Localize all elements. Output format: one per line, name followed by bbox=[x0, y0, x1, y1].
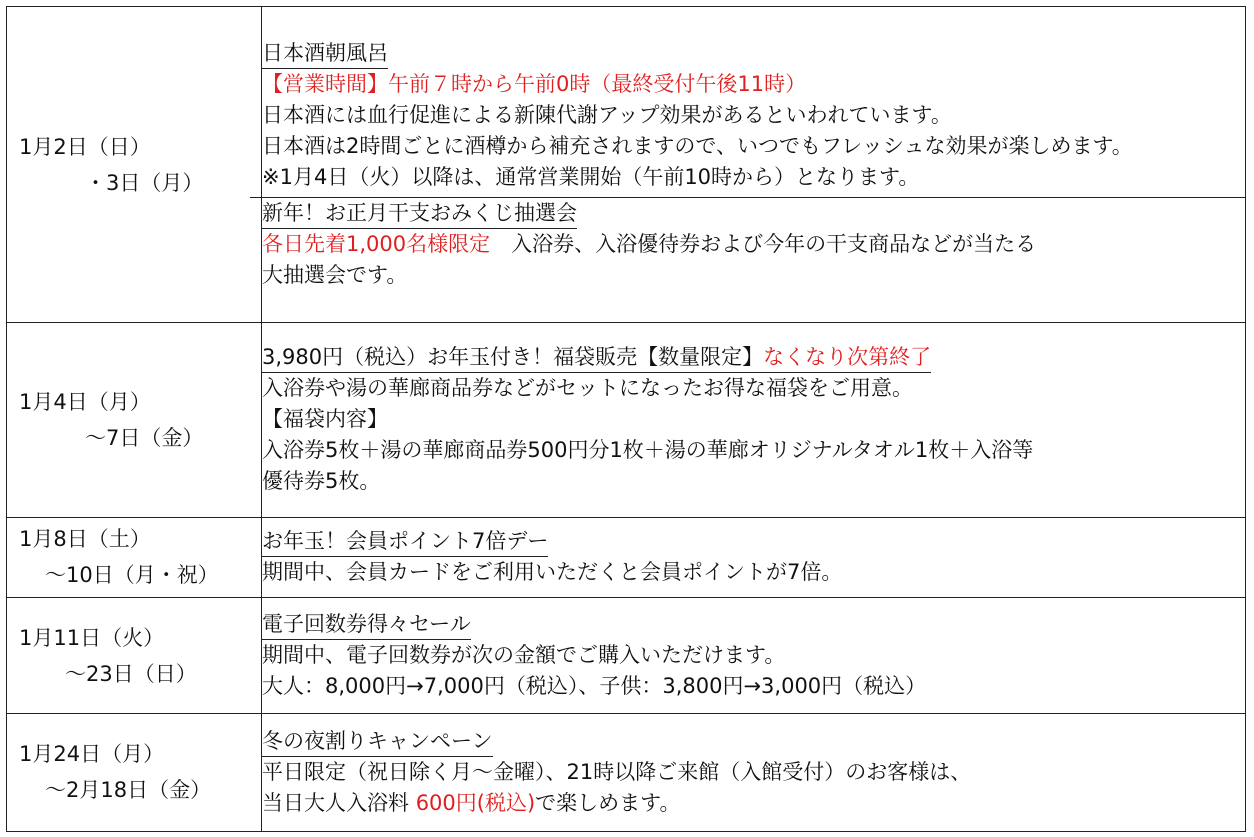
table-row bbox=[7, 713, 1246, 831]
sub-section bbox=[250, 197, 1245, 291]
content-cell bbox=[262, 7, 1246, 323]
date-start: 1月11日（火） bbox=[19, 625, 165, 650]
event-title: 日本酒朝風呂 bbox=[262, 39, 388, 69]
description-line: 日本酒には血行促進による新陳代謝アップ効果があるといわれています。 bbox=[262, 103, 952, 128]
event-title: 冬の夜割りキャンペーン bbox=[262, 727, 493, 757]
content-cell bbox=[262, 517, 1246, 598]
description-line: で楽しめます。 bbox=[535, 790, 681, 815]
description-line: 入浴券5枚＋湯の華廊商品券500円分1枚＋湯の華廊オリジナルタオル1枚＋入浴等 bbox=[262, 438, 1034, 463]
business-hours: 【営業時間】午前７時から午前0時（最終受付午後11時） bbox=[262, 72, 807, 97]
description-line: 期間中、会員カードをご利用いただくと会員ポイントが7倍。 bbox=[262, 560, 843, 585]
date-start: 1月4日（月） bbox=[19, 389, 151, 414]
date-cell bbox=[7, 713, 262, 831]
date-end: ～23日（日） bbox=[65, 661, 197, 686]
event-title: 電子回数券得々セール bbox=[262, 610, 471, 640]
description-line: 日本酒は2時間ごとに酒樽から補充されますので、いつでもフレッシュな効果が楽しめます。 bbox=[262, 134, 1133, 159]
description-line: 平日限定（祝日除く月～金曜）、21時以降ご来館（入館受付）のお客様は、 bbox=[262, 759, 972, 784]
description-line: 大抽選会です。 bbox=[262, 263, 408, 288]
description-line: 入浴券や湯の華廊商品券などがセットになったお得な福袋をご用意。 bbox=[262, 376, 913, 401]
description-line: 当日大人入浴料 bbox=[262, 790, 416, 815]
content-cell bbox=[262, 713, 1246, 831]
date-end: ～2月18日（金） bbox=[45, 778, 212, 803]
content-cell bbox=[262, 323, 1246, 517]
table-row bbox=[7, 323, 1246, 517]
date-start: 1月24日（月） bbox=[19, 742, 165, 767]
content-cell bbox=[262, 598, 1246, 713]
description-line: 優待券5枚。 bbox=[262, 469, 381, 494]
date-cell bbox=[7, 323, 262, 517]
date-cell bbox=[7, 517, 262, 598]
table-row bbox=[7, 7, 1246, 323]
date-cell bbox=[7, 7, 262, 323]
limited-offer: 各日先着1,000名様限定 bbox=[262, 232, 491, 257]
sellout-notice: なくなり次第終了 bbox=[763, 345, 932, 370]
description-line: 入浴券、入浴優待券および今年の干支商品などが当たる bbox=[490, 232, 1037, 257]
price-line: 大人：8,000円→7,000円（税込）、子供：3,800円→3,000円（税込） bbox=[262, 674, 927, 699]
date-start: 1月2日（日） bbox=[19, 134, 151, 159]
date-end: ～7日（金） bbox=[85, 425, 204, 450]
price-highlight: 600円(税込) bbox=[415, 790, 536, 815]
notice-line: ※1月4日（火）以降は、通常営業開始（午前10時から）となります。 bbox=[262, 165, 920, 190]
date-start: 1月8日（土） bbox=[19, 527, 151, 552]
event-schedule-table bbox=[6, 6, 1246, 832]
event-title: 3,980円（税込）お年玉付き！福袋販売【数量限定】なくなり次第終了 bbox=[262, 343, 931, 373]
date-cell bbox=[7, 598, 262, 713]
table-row bbox=[7, 517, 1246, 598]
event-title: 新年！お正月干支おみくじ抽選会 bbox=[262, 199, 577, 229]
event-title: お年玉！会員ポイント7倍デー bbox=[262, 527, 548, 557]
description-line: 【福袋内容】 bbox=[262, 407, 388, 432]
date-end: ・3日（月） bbox=[85, 170, 204, 195]
description-line: 期間中、電子回数券が次の金額でご購入いただけます。 bbox=[262, 643, 786, 668]
date-end: ～10日（月・祝） bbox=[45, 563, 219, 588]
table-row bbox=[7, 598, 1246, 713]
